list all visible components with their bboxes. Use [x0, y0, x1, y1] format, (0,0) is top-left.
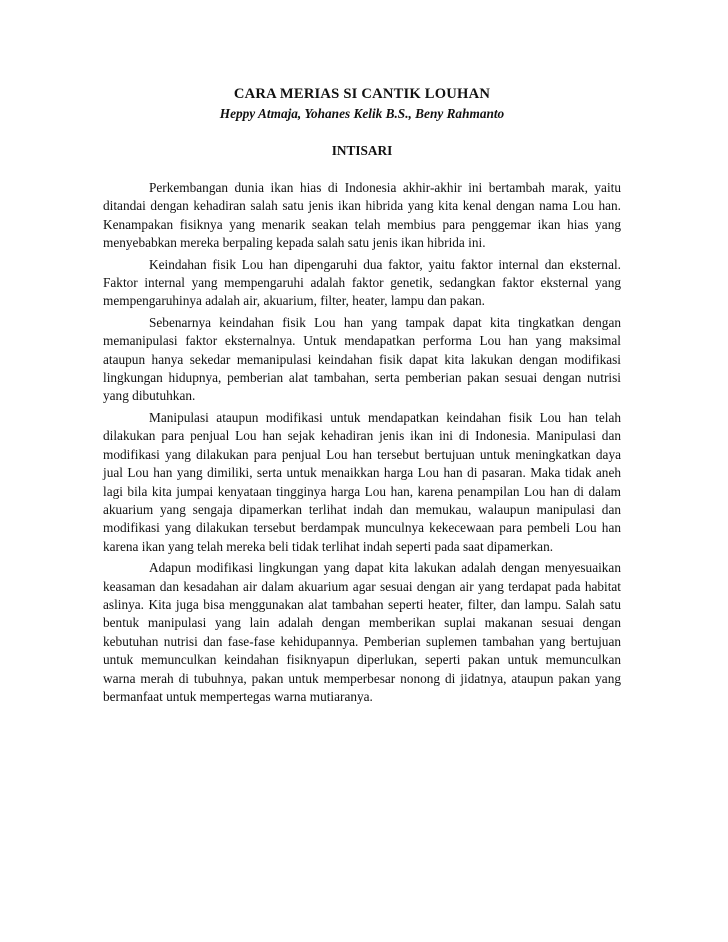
document-content	[103, 84, 621, 709]
abstract-paragraph-5: Adapun modifikasi lingkungan yang dapat kita lakukan adalah dengan menyesuaikan keasaman dan kesadahan air dalam akuarium agar sesuai dengan air yang terdapat pada habitat aslinya. Kita juga bisa menggunakan alat tambahan seperti heater, filter, dan lampu. Salah satu bentuk manipulasi yang lain adalah dengan memberikan suplai makanan sesuai dengan kebutuhan nutrisi dan fase-fase kehidupannya. Pemberian suplemen tambahan yang bertujuan untuk memunculkan keindahan fisiknyapun diperlukan, seperti pakan untuk memunculkan warna merah di tubuhnya, pakan untuk memperbesar nonong di jidatnya, ataupun pakan yang bermanfaat untuk mempertegas warna mutiaranya.	[103, 560, 621, 704]
abstract-body	[103, 179, 621, 706]
abstract-paragraph-2: Keindahan fisik Lou han dipengaruhi dua faktor, yaitu faktor internal dan eksternal. Faktor internal yang mempengaruhi adalah faktor genetik, sedangkan faktor eksternal yang mempengaruhinya adalah air, akuarium, filter, heater, lampu dan pakan.	[103, 256, 621, 309]
document-authors: Heppy Atmaja, Yohanes Kelik B.S., Beny Rahmanto	[219, 106, 505, 121]
abstract-paragraph-3: Sebenarnya keindahan fisik Lou han yang tampak dapat kita tingkatkan dengan memanipulasi faktor eksternalnya. Untuk mendapatkan performa Lou han yang maksimal ataupun hanya sekedar memanipulasi keindahan fisik dapat kita lakukan dengan modifikasi lingkungan hidupnya, pemberian alat tambahan, serta pemberian pakan sesuai dengan nutrisi yang dibutuhkan.	[103, 314, 621, 404]
abstract-paragraph-4: Manipulasi ataupun modifikasi untuk mendapatkan keindahan fisik Lou han telah dilakukan para penjual Lou han sejak kehadiran jenis ikan ini di Indonesia. Manipulasi dan modifikasi yang dilakukan para penjual Lou han tersebut bertujuan untuk meningkatkan daya jual Lou han yang dimiliki, serta untuk menaikkan harga Lou han di pasaran. Maka tidak aneh lagi bila kita jumpai kenyataan tingginya harga Lou han, karena penampilan Lou han di dalam akuarium yang sengaja dipamerkan terlihat indah dan memukau, walaupun manipulasi dan modifikasi yang dilakukan tersebut berdampak munculnya kekecewaan para pembeli Lou han karena ikan yang telah mereka beli tidak terlihat indah seperti pada saat dipamerkan.	[103, 409, 621, 554]
abstract-heading: INTISARI	[331, 143, 393, 158]
document-title: CARA MERIAS SI CANTIK LOUHAN	[233, 86, 491, 102]
abstract-paragraph-1: Perkembangan dunia ikan hias di Indonesia akhir-akhir ini bertambah marak, yaitu ditandai dengan kehadiran salah satu jenis ikan hibrida yang kita kenal dengan nama Lou han. Kenampakan fisiknya yang menarik seakan telah membius para penggemar ikan hias yang menyebabkan mereka berpaling kepada salah satu jenis ikan hibrida ini.	[103, 180, 621, 251]
